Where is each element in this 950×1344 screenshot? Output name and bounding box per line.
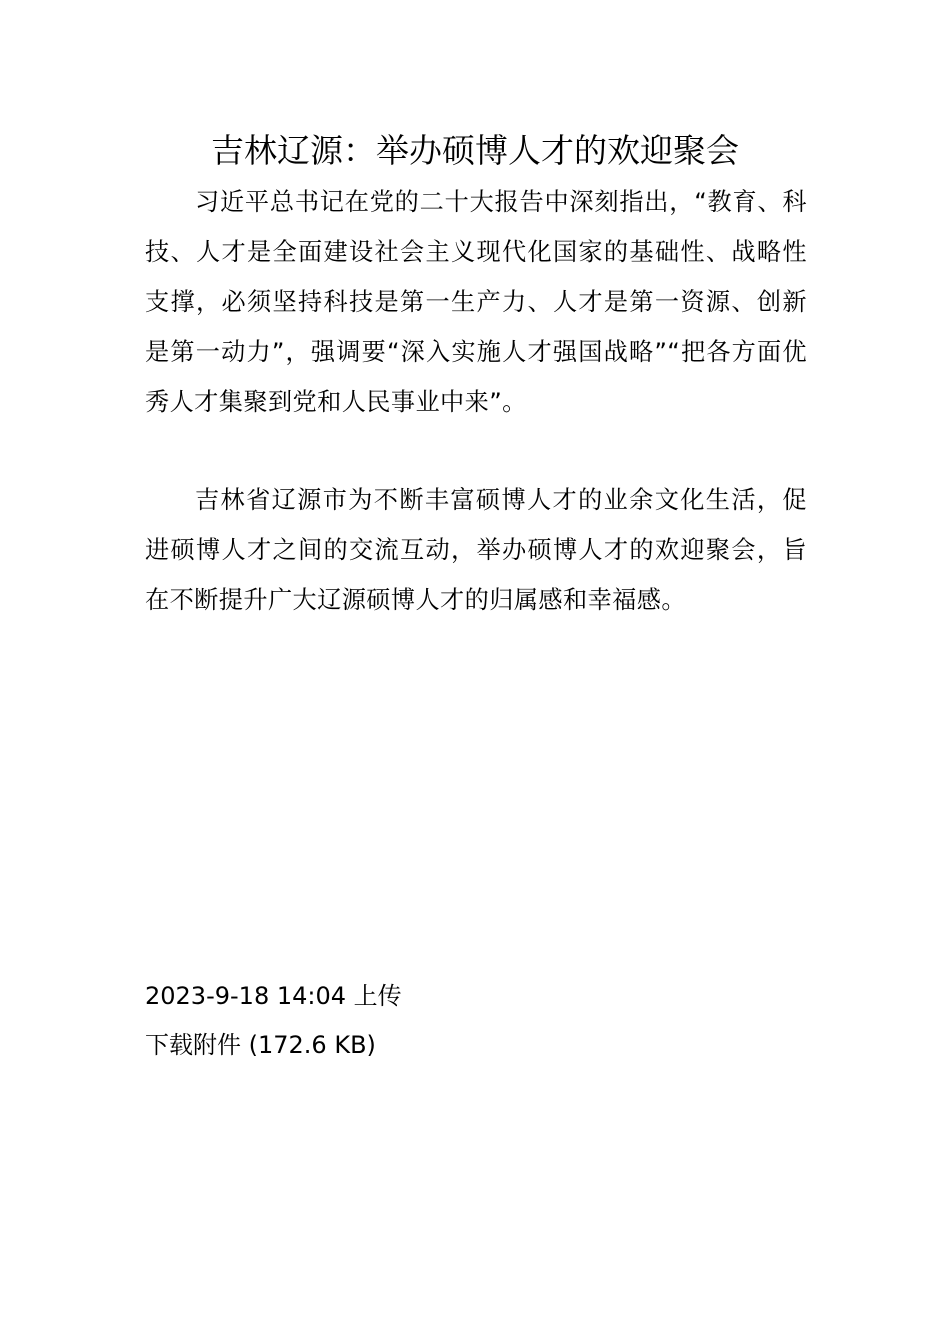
upload-timestamp: 2023-9-18 14:04 上传 (145, 982, 402, 1010)
article-title: 吉林辽源：举办硕博人才的欢迎聚会 (211, 131, 739, 170)
article-paragraph-2: 吉林省辽源市为不断丰富硕博人才的业余文化生活，促进硕博人才之间的交流互动，举办硕博人才的欢迎聚会，旨在不断提升广大辽源硕博人才的归属感和幸福感。 (145, 486, 807, 614)
article-paragraph-1: 习近平总书记在党的二十大报告中深刻指出，“教育、科技、人才是全面建设社会主义现代化国家的基础性、战略性支撑，必须坚持科技是第一生产力、人才是第一资源、创新是第一动力”，强调要“深入实施人才强国战略”“把各方面优秀人才集聚到党和人民事业中来”。 (145, 188, 807, 416)
download-attachment-link[interactable]: 下载附件 (172.6 KB) (145, 1031, 376, 1059)
